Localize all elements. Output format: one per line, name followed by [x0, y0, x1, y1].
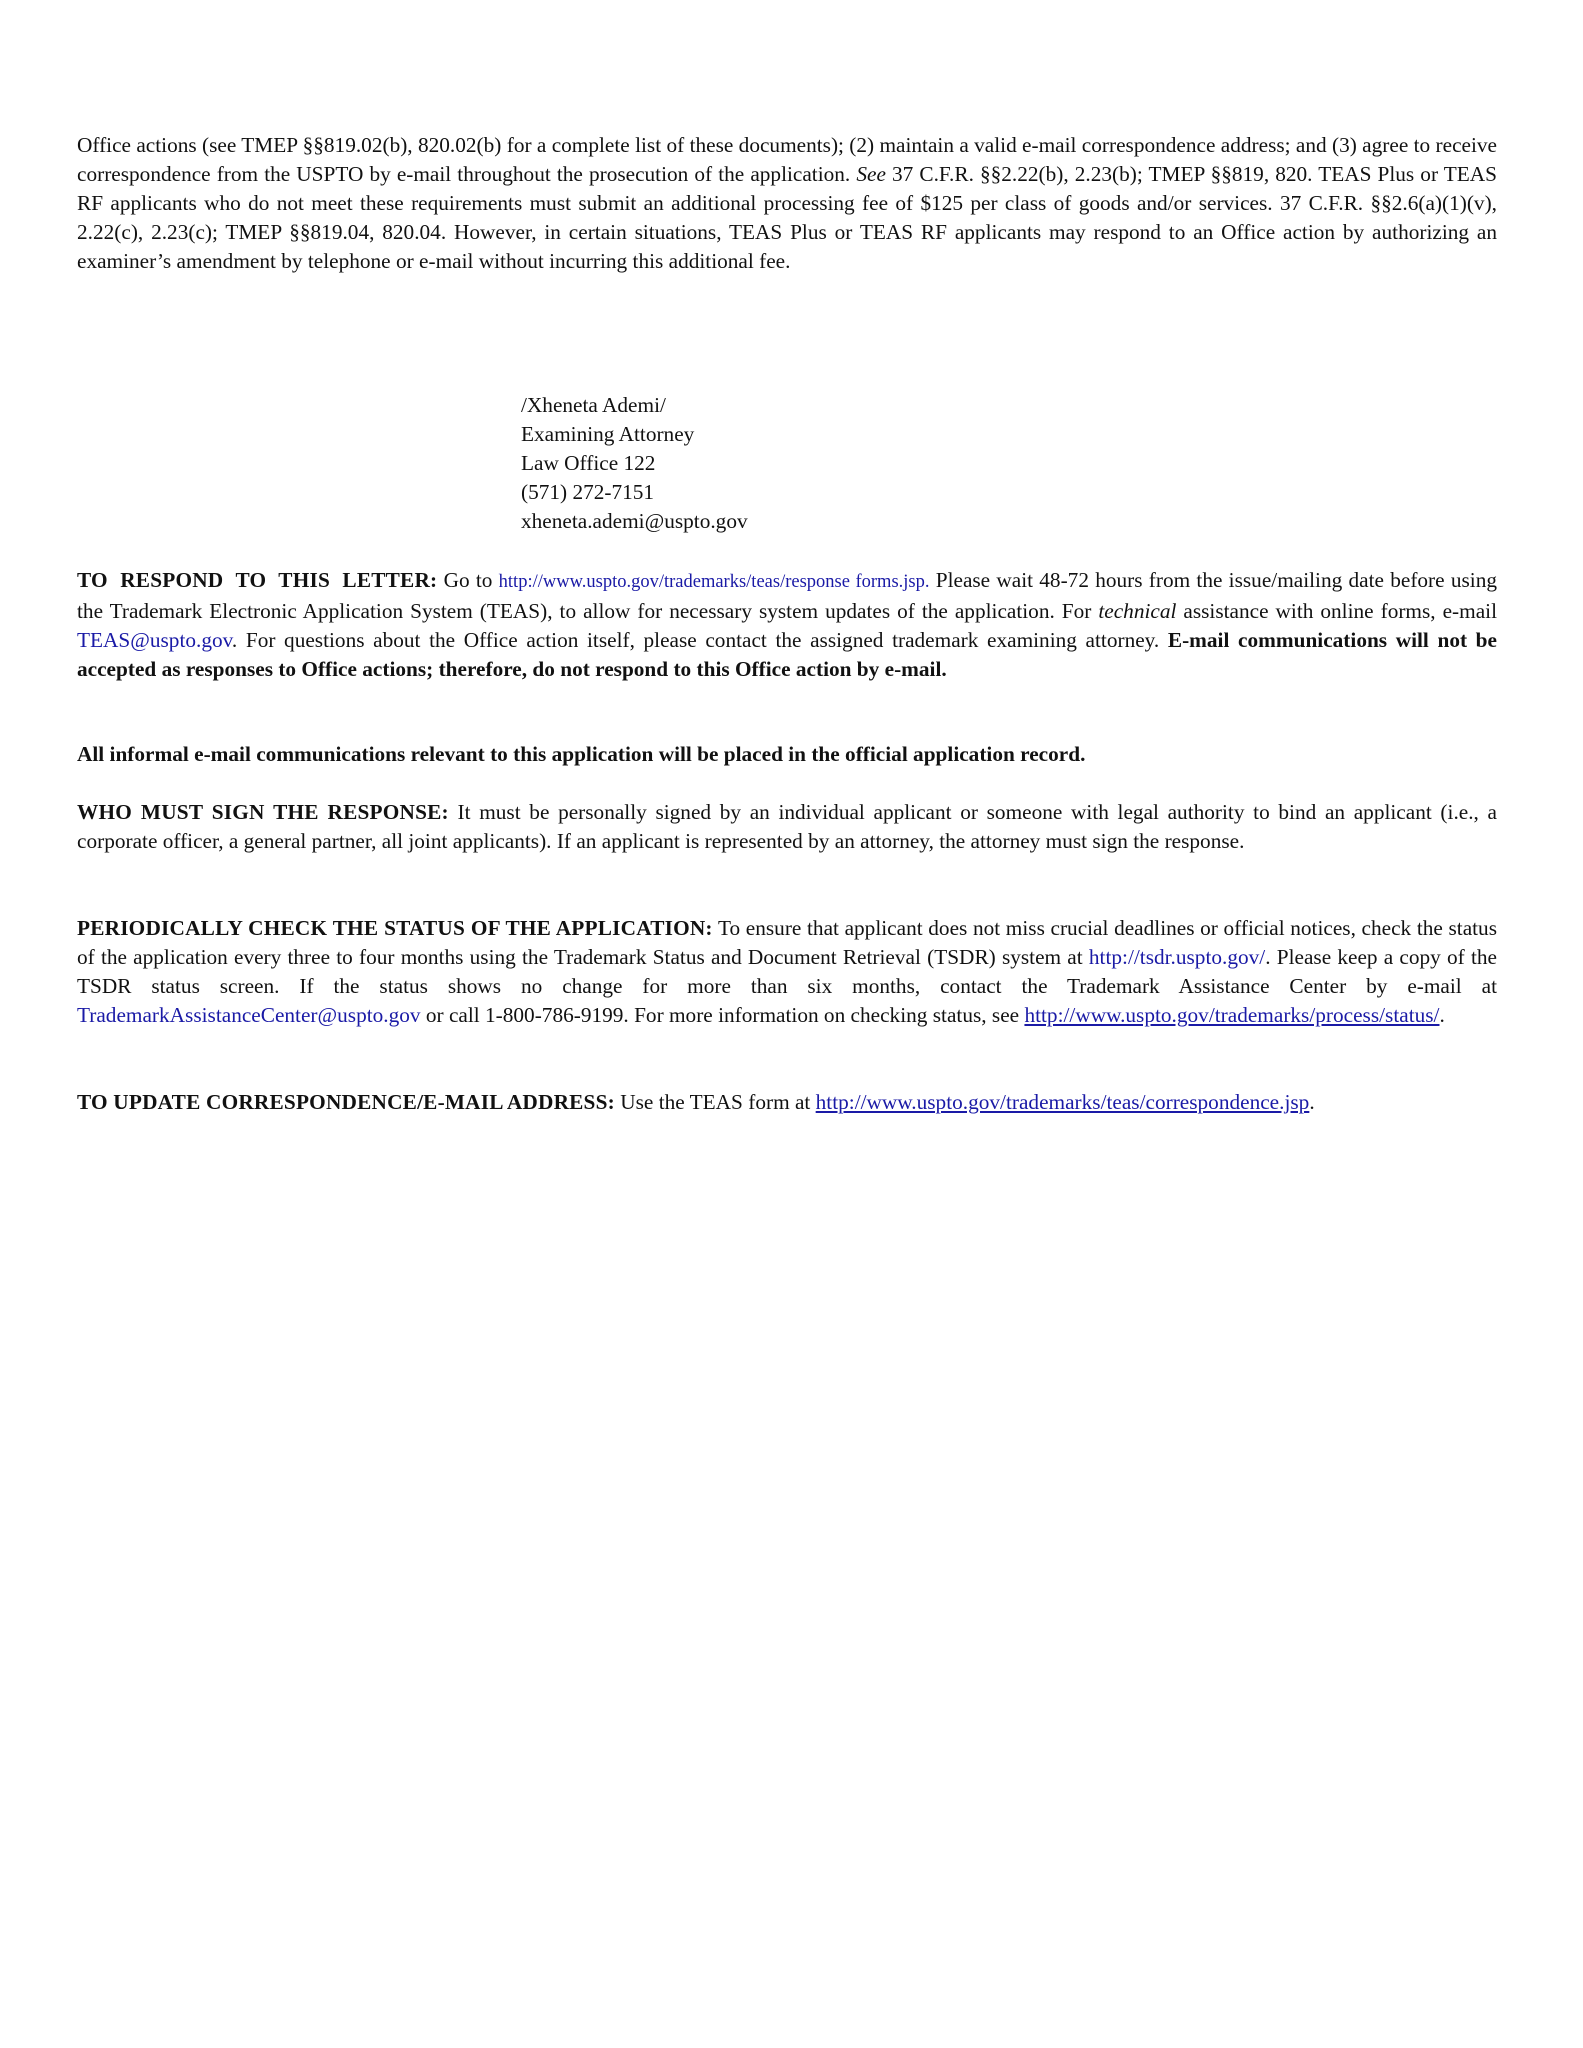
signature-office: Law Office 122: [521, 451, 656, 476]
text: .: [1439, 1003, 1445, 1028]
signature-title: Examining Attorney: [521, 422, 695, 447]
text: or call 1-800-786-9199. For more information on checking status, see: [420, 1003, 1025, 1028]
technical-italic: technical: [1098, 599, 1177, 624]
text: . For questions about the Office action itself, please contact the assigned trademark examining attorney.: [231, 628, 1168, 653]
teas-email-link[interactable]: TEAS@uspto.gov: [77, 628, 232, 653]
paragraph-respond: [77, 566, 1497, 684]
response-forms-link[interactable]: http://www.uspto.gov/trademarks/teas/response forms.jsp.: [498, 572, 930, 592]
tac-email-link[interactable]: TrademarkAssistanceCenter@uspto.gov: [77, 1003, 421, 1028]
correspondence-form-link[interactable]: http://www.uspto.gov/trademarks/teas/correspondence.jsp: [815, 1090, 1310, 1114]
signature-email: xheneta.ademi@uspto.gov: [521, 509, 748, 534]
text: Office actions (see TMEP §§819.02(b), 820.02(b) for a complete list of these documents); (2) maintain a valid e-mail correspondence address; and (3) agree to receive correspondence from the USPTO by e-mail throughout the prosecution of the application.: [77, 133, 1497, 187]
paragraph-office-actions: [77, 131, 1497, 276]
informal-notice: All informal e-mail communications relevant to this application will be placed in the official application record.: [77, 742, 1086, 766]
respond-warning: E-mail communications will not be accepted as responses to Office actions; therefore, do not respond to this Office action by e-mail.: [77, 628, 1497, 682]
text: . Please keep a copy of the TSDR status screen. If the status shows no change for more than six months, contact the Trademark Assistance Center by e-mail at: [77, 945, 1497, 999]
text: assistance with online forms, e-mail: [1176, 599, 1497, 624]
paragraph-informal: [77, 740, 1497, 769]
paragraph-status: [77, 914, 1497, 1030]
status-heading: PERIODICALLY CHECK THE STATUS OF THE APPLICATION:: [77, 916, 713, 940]
text: Go to: [437, 568, 499, 592]
paragraph-who-must-sign: [77, 798, 1497, 856]
see-italic: See: [856, 162, 886, 187]
respond-heading: TO RESPOND TO THIS LETTER:: [77, 568, 438, 592]
update-heading: TO UPDATE CORRESPONDENCE/E-MAIL ADDRESS:: [77, 1090, 615, 1114]
signature-name: /Xheneta Ademi/: [521, 393, 666, 417]
tsdr-link[interactable]: http://tsdr.uspto.gov/: [1088, 945, 1266, 970]
status-info-link[interactable]: http://www.uspto.gov/trademarks/process/status/: [1024, 1003, 1440, 1028]
text: It must be personally signed by an individual applicant or someone with legal authority to bind an applicant (i.e., a corporate officer, a general partner, all joint applicants). If an applicant is represented by an attorney, the attorney must sign the response.: [77, 800, 1497, 854]
text: To ensure that applicant does not miss crucial deadlines or official notices, check the status of the application every three to four months using the Trademark Status and Document Retrieval (TSDR) system at: [77, 916, 1497, 970]
paragraph-update-address: [77, 1088, 1497, 1117]
text: Use the TEAS form at: [614, 1090, 816, 1114]
text: Please wait 48-72 hours from the issue/mailing date before using the Trademark Electronic Application System (TEAS), to allow for necessary system updates of the application. For: [77, 568, 1497, 624]
text: 37 C.F.R. §§2.22(b), 2.23(b); TMEP §§819, 820. TEAS Plus or TEAS RF applicants who do not meet these requirements must submit an additional processing fee of $125 per class of goods and/or services. 37 C.F.R. §§2.6(a)(1)(v), 2.22(c), 2.23(c); TMEP §§819.04, 820.04. However, in certain situations, TEAS Plus or TEAS RF applicants may respond to an Office action by authorizing an examiner’s amendment by telephone or e-mail without incurring this additional fee.: [77, 162, 1497, 274]
text: .: [1309, 1090, 1315, 1114]
sign-heading: WHO MUST SIGN THE RESPONSE:: [77, 800, 449, 824]
signature-block: [521, 391, 748, 536]
signature-phone: (571) 272-7151: [521, 480, 655, 505]
